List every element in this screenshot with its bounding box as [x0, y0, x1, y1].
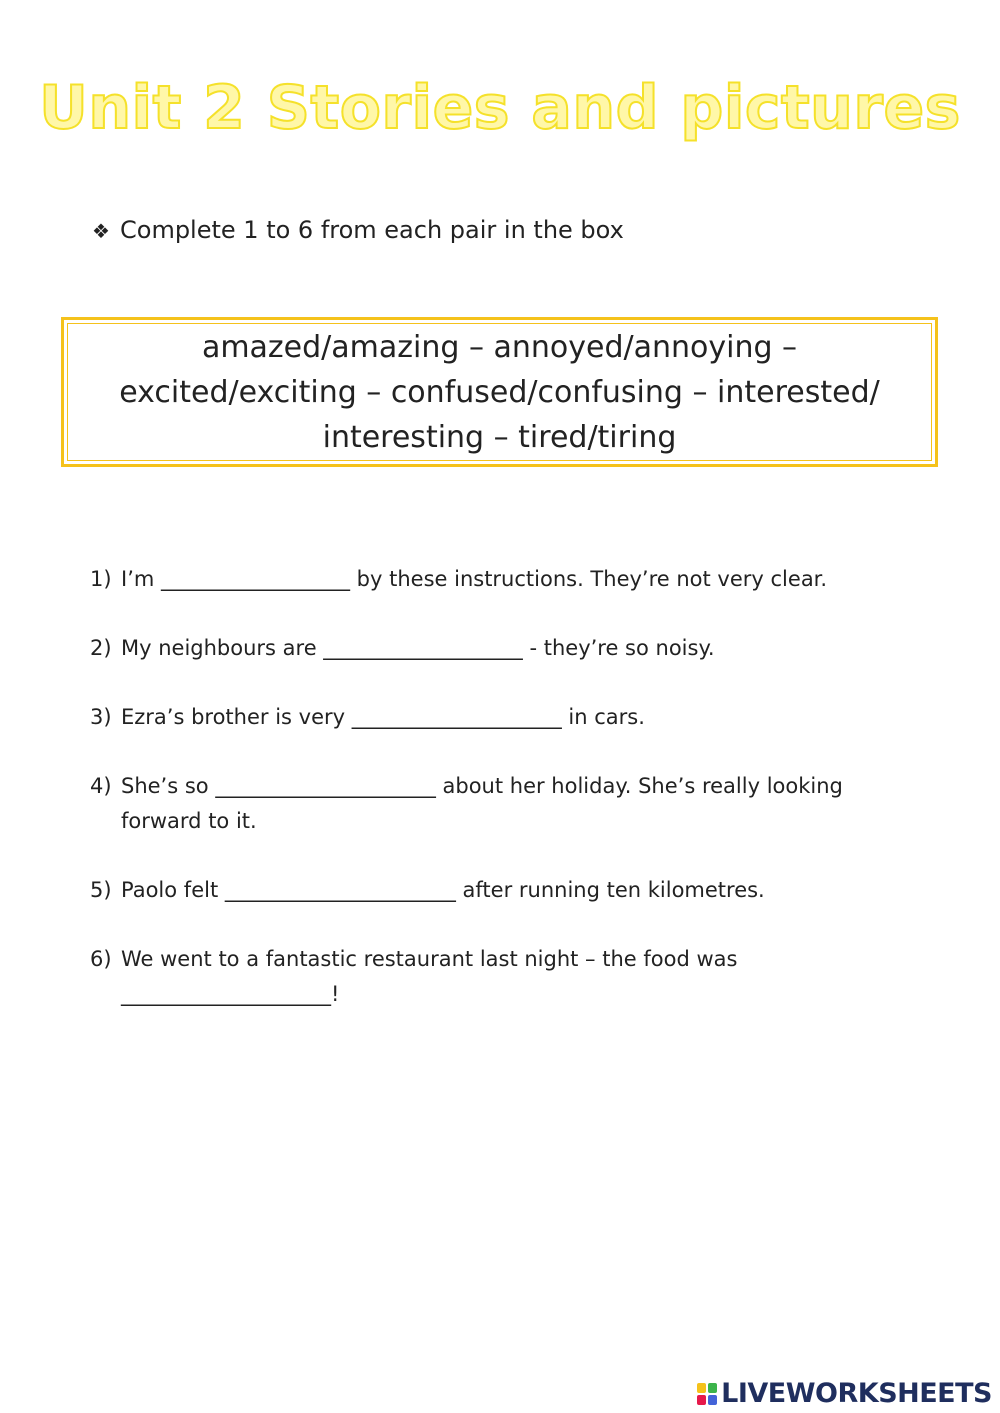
question-text: Ezra’s brother is very ____________________ in cars.: [121, 705, 645, 729]
question-text: We went to a fantastic restaurant last night – the food was ____________________!: [121, 947, 738, 1006]
question-item: [90, 942, 890, 1012]
word-box-text: amazed/amazing – annoyed/annoying – excited/exciting – confused/confusing – interested/ interesting – tired/tiring: [119, 329, 880, 455]
word-box-inner: [67, 323, 932, 461]
logo-text: LIVEWORKSHEETS: [721, 1377, 992, 1409]
question-item: [90, 700, 890, 735]
question-number: 4): [90, 774, 112, 798]
question-text: Paolo felt ______________________ after running ten kilometres.: [121, 878, 765, 902]
question-item: [90, 631, 890, 666]
question-list: [90, 562, 890, 1046]
question-text: She’s so _____________________ about her holiday. She’s really looking forward to it.: [121, 774, 843, 833]
question-text: I’m __________________ by these instructions. They’re not very clear.: [121, 567, 828, 591]
liveworksheets-logo-icon: [697, 1383, 717, 1405]
diamond-bullet-icon: ❖: [92, 219, 110, 243]
question-number: 5): [90, 878, 112, 902]
instruction-text: Complete 1 to 6 from each pair in the box: [120, 216, 624, 244]
instruction: [92, 210, 624, 251]
page-title: Unit 2 Stories and pictures: [39, 73, 961, 143]
liveworksheets-logo[interactable]: [697, 1376, 992, 1410]
question-item: [90, 873, 890, 908]
question-number: 2): [90, 636, 112, 660]
question-text: My neighbours are ___________________ - they’re so noisy.: [121, 636, 715, 660]
question-number: 1): [90, 567, 112, 591]
word-box: [61, 317, 938, 467]
question-item: [90, 769, 890, 839]
question-number: 6): [90, 947, 112, 971]
question-item: [90, 562, 890, 597]
question-number: 3): [90, 705, 112, 729]
